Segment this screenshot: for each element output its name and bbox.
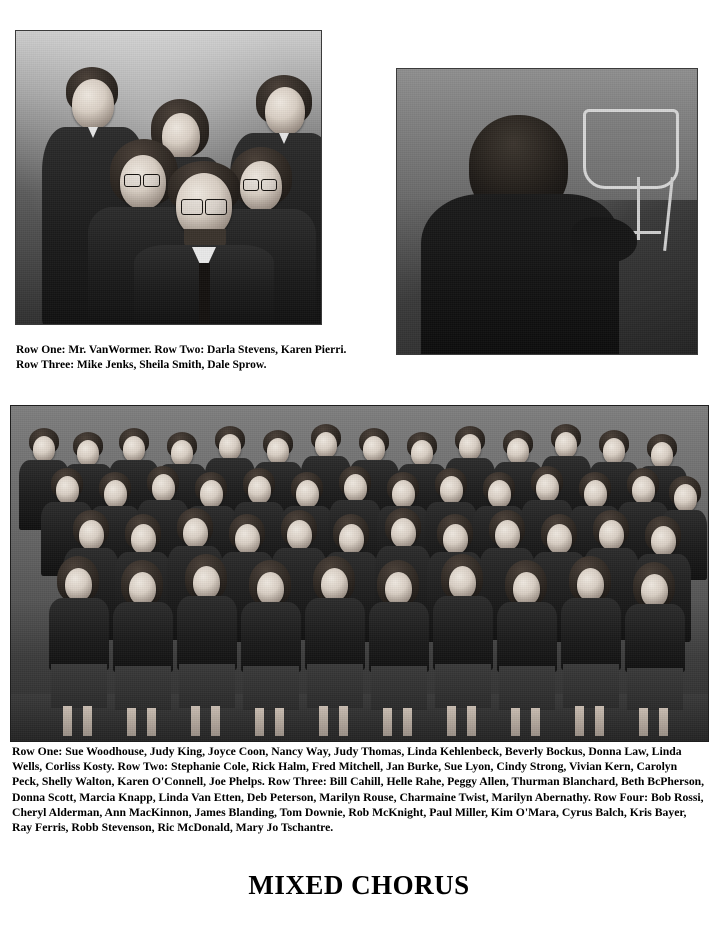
photo-grain — [16, 31, 321, 324]
page-title: MIXED CHORUS — [248, 870, 470, 900]
conductor-photo — [396, 68, 698, 355]
photo-grain — [397, 69, 697, 354]
small-ensemble-caption: Row One: Mr. VanWormer. Row Two: Darla Stevens, Karen Pierri. Row Three: Mike Jenks, Sheila Smith, Dale Sprow. — [16, 344, 347, 371]
small-ensemble-photo — [15, 30, 322, 325]
photo-grain — [11, 406, 708, 741]
mixed-chorus-group-photo — [10, 405, 709, 742]
mixed-chorus-caption: Row One: Sue Woodhouse, Judy King, Joyce Coon, Nancy Way, Judy Thomas, Linda Kehlenbeck, Beverly Bockus, Donna Law, Linda Wells, Corliss Kosty. Row Two: Stephanie Cole, Rick Halm, Fred Mitchell, Jan Burke, Sue Lyon, Cindy Strong, Vivian Kern, Carolyn Peck, Shelly Walton, Karen O'Connell, Joe Phelps. Row Three: Bill Cahill, Helle Rahe, Peggy Allen, Thurman Blanchard, Beth BcPherson, Donna Scott, Marcia Knapp, Linda Van Etten, Deb Peterson, Marilyn Rouse, Charmaine Twist, Marilyn Abernathy. Row Four: Bob Rossi, Cheryl Alderman, Ann MacKinnon, James Blanding, Tom Downie, Rob McKnight, Paul Miller, Kim O'Mara, Cyrus Balch, Kris Bayer, Ray Ferris, Robb Stevenson, Ric McDonald, Mary Jo Tschantre. — [12, 745, 705, 835]
